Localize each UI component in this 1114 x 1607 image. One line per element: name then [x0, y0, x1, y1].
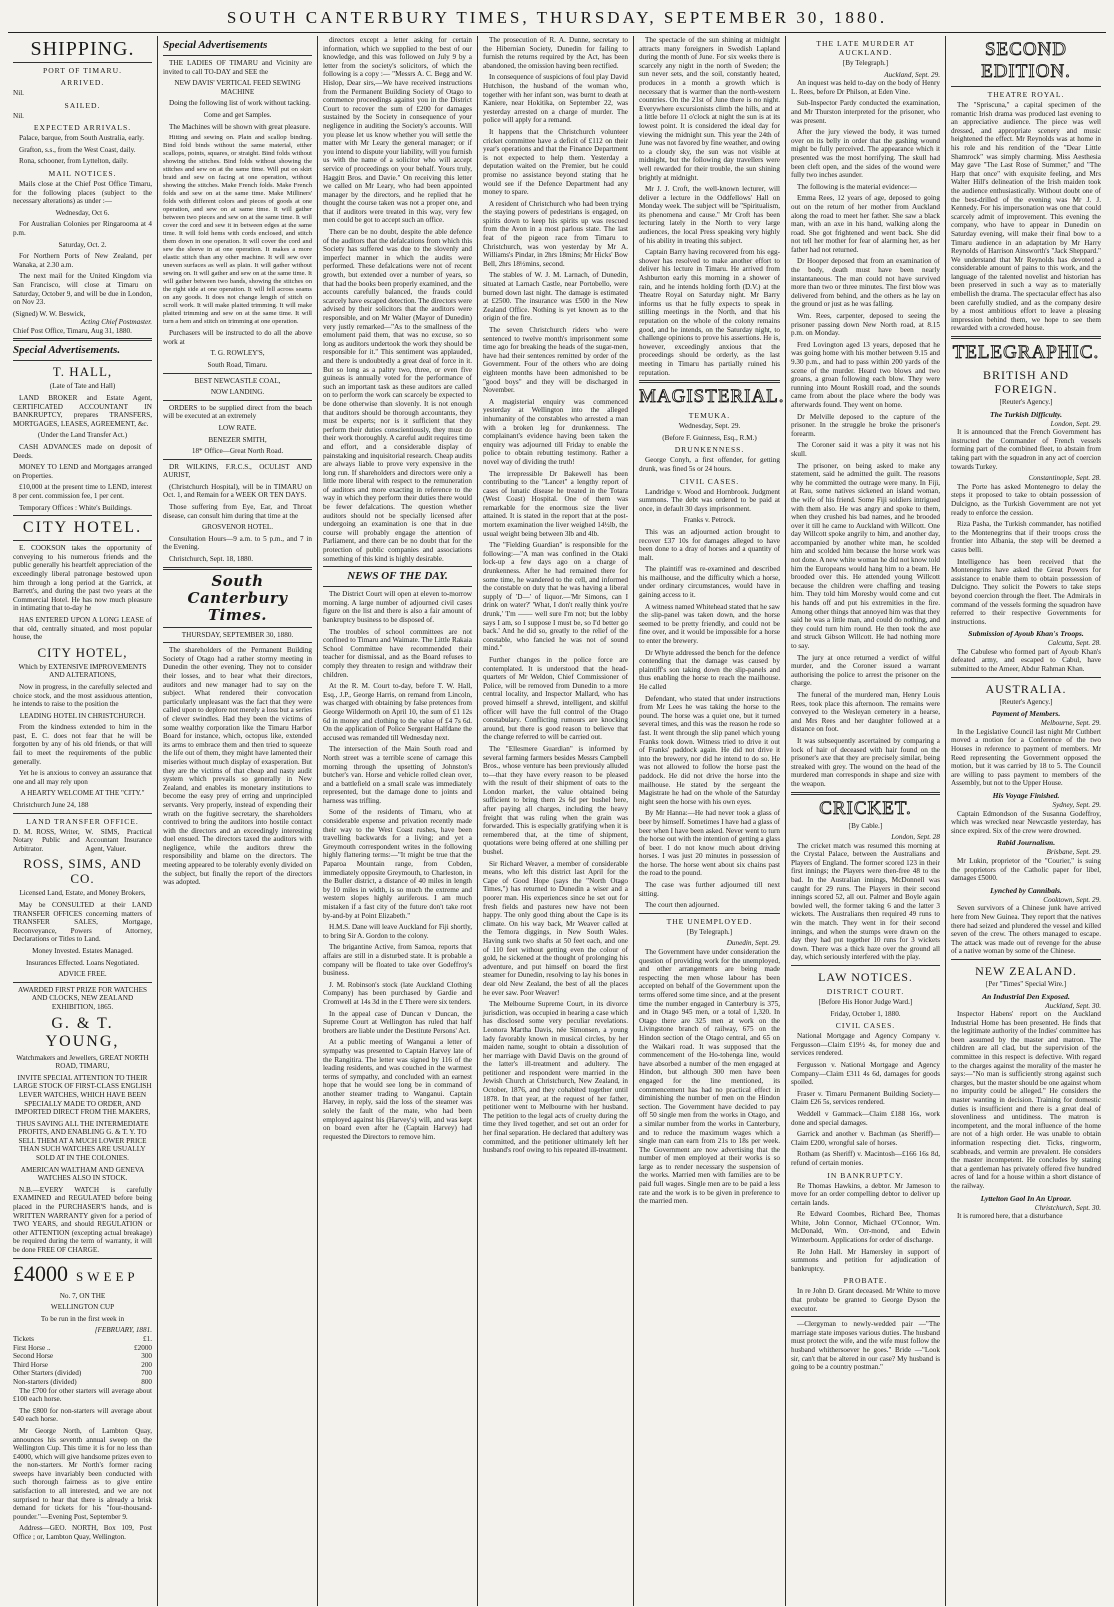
masthead: SOUTH CANTERBURY TIMES, THURSDAY, SEPTEMBER 30, 1880. — [8, 6, 1106, 33]
clergy-joke: —Clergyman to newly-wedded pair —"The marriage state imposes various duties. The husband must protect the wife, and the wife must follow the husband whithersoever he goes." Bride —"Look sir, can't that be altered in our case? My husband is going to be a country postman." — [791, 1320, 940, 1372]
murder-by: [By Telegraph.] — [842, 59, 889, 67]
law-case: National Mortgage and Agency Company v. Fergusson—Claim £19½ 4s, for money due and services rendered. — [791, 1032, 940, 1058]
hall-ad-text: MONEY TO LEND and Mortgages arranged on Properties. — [13, 463, 152, 480]
wilkins-text: Christchurch, Sept. 18, 1880. — [169, 555, 254, 564]
column-7 — [946, 36, 1106, 1606]
shipping-title: SHIPPING. — [13, 38, 152, 63]
magisterial-before: (Before F. Guinness, Esq., R.M.) — [662, 433, 757, 442]
ross-text: ADVICE FREE. — [58, 970, 107, 979]
telegram-text: In the Legislative Council last night Mr Cuthbert moved a motion for a Conference of the two Houses in reference to payment of members. Mr Reed representing the Government opposed the motion, but it was carried by 18 to 5. The Council are willing to pass payment to members of the Assembly, but not to the Upper House. — [951, 727, 1101, 788]
murder-text: The jury at once returned a verdict of wilful murder, and the Coroner issued a warrant authorising the police to arrest the prisoner on the charge. — [791, 653, 940, 688]
award-text: AWARDED FIRST PRIZE FOR WATCHES AND CLOCKS, NEW ZEALAND EXHIBITION, 1865. — [18, 985, 147, 1011]
sweep-text: Mr George North, of Lambton Quay, announces his seventh annual sweep on the Wellington Cup. This time it is for no less than £4000, which will give handsome prizes even to the non-starters. Mr North's former racing sweeps have invariably been conducted with such thorough fairness as to give entire satisfaction to all interested, and we are not surprised to hear that there is already a brisk demand for tickets for his "four-thousand-pounder."—Evening Post, September 9. — [13, 1426, 152, 1521]
murder-text: Fred Lovington aged 13 years, deposed that he was going home with his mother between 9.15 and 9.30 p.m., and had to pass within 200 yards of the scene of the murder. Heard two blows and two groans, a groan following each blow. They were running into Mount Roskill road, and the sounds came from about the place where the body was afterwards found. They went on home. — [791, 340, 940, 409]
editorial-text: There can be no doubt, despite the able defence of the auditors that the defalcations from which this Society has suffered was due to the slovenly and imperfect manner in which the audits were performed. These defalcations were not of recent growth, but extended over a number of years, so that had the books been properly examined, and the accounts carefully balanced, the frauds could scarcely have escaped detection. The directors were advised by their solicitors that the auditors were responsible, and on Mr Walter (Mayor of Dunedin) very justly remarked—"As to the smallness of the emolument paid them, that was no excuse, so so long as auditors undertook the work they should be responsible for it." This sentiment was applauded, and there is undoubtedly a great deal of force in it. But so long as a paltry two, three, or even five guineas is annually voted for the performance of such an important task as these auditors are called on to perform the work can scarcely be expected to be done otherwise than slovenly. It is not enough that auditors should be thorough accountants, they must be experts; nor is it sufficient that they perform their duties conscientiously, they must do their work thoroughly. A careful audit requires time and effort, and a considerable display of painstaking and inquisitorial research. Cheap audits are always liable to prove very expensive in the long run. If shareholders and directors were only a little more liberal with respect to the remuneration of auditors and more exacting in reference to the way in which they perform their duties there would be fewer defalcations. The question whether auditors should not be specially licensed after undergoing an examination is one that in due course will probably engage the attention of Parliament, and there can be no doubt that for the protection of public companies and associations something of this kind is highly desirable. — [323, 228, 472, 563]
port-heading: PORT OF TIMARU. — [42, 66, 123, 75]
unemployed-date: Dunedin, Sept. 29. — [726, 939, 780, 948]
murder-text: It was subsequently ascertained by comparing a lock of hair of deceased with hair found on the prisoner's axe that they are precisely similar, being streaked with grey. The wound on the head of the murdered man corresponds in shape and size with the weapon. — [791, 736, 940, 788]
ayoub-date: Calcutta, Sept. 28. — [1047, 639, 1101, 648]
land-left: D. M. ROSS, Writer, Notary Public and Arbitrator. — [13, 827, 80, 853]
reuter-agency: [Reuter's Agency.] — [999, 697, 1053, 706]
court-text: This was an adjourned action brought to recover £37 10s for damages alleged to have been done to a dray of horses and a quantity of malt. — [639, 527, 780, 562]
hall-sub: (Late of Tate and Hall) — [49, 382, 116, 391]
telegram-text: Mr Lukin, proprietor of the "Courier," is suing the proprietors of the Catholic paper for libel, damages £5000. — [951, 856, 1101, 883]
news-item: J. M. Robinson's stock (late Auckland Clothing Company) has been purchased by Gardie and Cromwell at 14s 3d in the £ There were six tenders. — [323, 980, 472, 1006]
young-title: G. & T. YOUNG, — [45, 1014, 120, 1050]
telegram-text: Intelligence has been received that the Montenegrins have asked the Great Powers for assistance to enable them to obtain possession of Dulcigno. They solicit the Powers to take steps beyond coercion through the fleet. The Admirals in command of the vessels forming the squadron have referred to their respective Governments for instructions. — [951, 557, 1101, 626]
sailed-value: Nil. — [13, 111, 24, 120]
murder-text: Dr Hooper deposed that from an examination of the body, death must have been nearly instantaneous. The man could not have survived more than two or three minutes. The first blow was delivered from behind, and the others as he lay on the ground or just as he was falling. — [791, 257, 940, 309]
news-item: In the appeal case of Duncan v Duncan, the Supreme Court at Wellington has ruled that half brothers are liable under the Destitute Persons' Act. — [323, 1009, 472, 1035]
murder-text: The prisoner, on being asked to make any statement, said he admitted the guilt. The reasons why he committed the outrage were many. In Fiji, at Rau, some natives sickened an island woman, the wife of his friend. Some Fiji soldiers intrigued with them also. He was angry and spoke to them, when they crushed his bad names, and he brooded over it till he came to Auckland with Willcott. One day Willcott spoke angrily to him, and another day, accompanied by another white man, he scolded him and scolded him because the horse work was not done. A new white woman he did not know told him the Europeans would hang him to a beam. He brooded over this. He attended young Willcott because the children were chaffing and teasing him. They told him Moresby would come and cut his hands off and put his extremities in the fire. Among other things that annoyed him was that they said he was a little man, and could do nothing, and they could turn him round. He then took the axe and struck Gibson Willcott. He had nothing more to say. — [791, 461, 940, 650]
ross-text: Licensed Land, Estate, and Money Brokers, — [19, 889, 146, 898]
murder-text: Wm. Rees, carpenter, deposed to seeing the prisoner passing down New North road, at 8.15 p.m. on Monday. — [791, 312, 940, 338]
news-item: The stables of W. J. M. Larnach, of Dunedin, situated at Larnach Castle, near Portobello, were burned down last night. The damage is estimated at £2500. The insurance was £500 in the New Zealand Office. Nothing is yet known as to the origin of the fire. — [483, 271, 628, 323]
murder-date: Auckland, Sept. 29. — [884, 70, 940, 79]
cricket-text: The cricket match was resumed this morning at the Crystal Palace, between the Australians and Players of England. The former scored 123 in their first innings; the Players were then-free 48 to the bad. In the Australian innings, McDonnell was caught for 29 runs. The Players in their second innings scored 52, all out. Palmer and Boyle again bowled well, the former taking 6 and the latter 3 wickets. The Australians then required 49 runs to win the match. They went in for their second innings, and when the stumps were drawn on the day they had put together 10 runs for 3 wickets down. There was a thick haze over the ground all day, which seriously interfered with the play. — [791, 841, 940, 962]
hall-ad-text: £10,000 at the present time to LEND, interest 8 per cent. commission fee, 1 per cent. — [13, 483, 152, 500]
cricket-by: [By Cable.] — [848, 821, 883, 830]
court-text: Landridge v. Wood and Hornbrook. Judgment summons. The debt was ordered to be paid at once, in default 30 days imprisonment. — [639, 487, 780, 513]
ross-text: Money Invested. Estates Managed. — [32, 946, 133, 955]
ross-text: Insurances Effected. Loans Negotiated. — [25, 958, 140, 967]
prize-list — [13, 1344, 152, 1387]
lynched-date: Cooktown, Sept. 29. — [1043, 895, 1101, 904]
tickets-label: Tickets — [13, 1334, 34, 1343]
city-hotel-text: A HEARTY WELCOME AT THE "CITY." — [20, 789, 145, 798]
coal-sub: NOW LANDING. — [210, 388, 265, 397]
law-case: Re Edward Coombes, Richard Bee, Thomas White, John Connor, Michael O'Connor, Wm. McDonald, Wm. Orr-mond, and Edwin Winterbourn. Applications for order of discharge. — [791, 1210, 940, 1245]
voyage-date: Sydney, Sept. 29. — [1052, 801, 1101, 809]
ayoub-heading: Submission of Ayoub Khan's Troops. — [968, 629, 1084, 639]
arrived-label: ARRIVED. — [60, 78, 105, 87]
prize-row: Other Starters (divided) 700 — [13, 1369, 152, 1378]
lynched-heading: Lynched by Cannibals. — [990, 885, 1062, 895]
news-item: Captain Barry having recovered from his egg-shower has resolved to make another effort to deliver his lecture in Timaru. He arrived from Ashburton early this morning in a shower of rain, and he intends holding forth (D.V.) at the Theatre Royal on Saturday night. Mr Barry informs us that he fully expects to speak in stilling meetings in the North, and that his reputation on the whole of the colony remains good, and he intends, on the Saturday night, to challenge opinions to prove his assertions. He is, however, exceedingly anxious that the proceedings should be orderly, as the last meeting in Timaru has partially ruined his reputation. — [639, 248, 780, 377]
news-item: The seven Christchurch riders who were sentenced to twelve month's imprisonment some time ago for breaking the heads of the sugar-men, have had their sentences remitted by order of the Government. Four of the others who are doing eighteen months have been admonished to be "good boys" and they will be discharged in November. — [483, 326, 628, 395]
young-text: N.B.—EVERY WATCH is carefully EXAMINED and REGULATED before being placed in the PURCHASER'S hands, and is WRITTEN WARRANTY given for a period of TWO YEARS, and should REGULATION or other ATTENTION (excepting actual breakage) be required during the term of warranty, it will be done FREE OF CHARGE. — [13, 1185, 152, 1254]
turkish-date: London, Sept. 29. — [1050, 419, 1101, 428]
column-5 — [634, 36, 786, 1606]
news-item: The brigantine Active, from Samoa, reports that affairs are still in a disturbed state. It is probable a company will be floated to take over Godeffroy's business. — [323, 943, 472, 978]
australia-title: AUSTRALIA. — [985, 681, 1067, 696]
news-item: The intersection of the Main South road and North street was a terrible scene of carnage this morning through the upsetting of Johnston's butcher's van. Horse and vehicle rolled clean over, and a battlefield on a small scale was immediately represented, but the damage done to joints and harness was trifling. — [323, 745, 472, 805]
sweep-text: To be run in the first week in — [40, 1314, 125, 1323]
mail-day: Saturday, Oct. 2. — [58, 240, 107, 249]
sweep-word: SWEEP — [76, 1268, 139, 1284]
sweep-text: The £700 for other starters will average about £100 each horse. — [13, 1386, 152, 1404]
news-item: Some of the residents of Timaru, who at considerable expense and privation recently made their way to the West Coast rushes, have been travelling backwards for a living; and yet a Greymouth correspondent writes in the following highly flattering terms:—"It might be true that the Paparoa Mountain range, from Cobden, immediately opposite Greymouth, to Charleston, in the Buller district, a distance of 40 miles in length by 10 miles in width, is so much the extreme and western slopes highly auriferous. I am much mistaken if a fast city of the future don't take root by-and-by at Point Elizabeth." — [323, 808, 472, 920]
murder-text: The Coroner said it was a pity it was not his skull. — [791, 441, 940, 458]
city-hotel-title: CITY HOTEL. — [22, 519, 143, 537]
news-item: Mr J. J. Croft, the well-known lecturer, will deliver a lecture in the Oddfellows' Hall on Monday week. The subject will be "Spiritualism, its phenomena and cause." Mr Croft has been lecturing lately in the North to very large audiences, the local Press speaking very highly of his ability in treating this subject. — [639, 185, 780, 245]
news-item: The irrepressible Dr Bakewell has been contributing to the "Lancet" a lengthy report of cases of lunatic disease he treated in the Totara (West Coast) Hospital. One of them was remarkable for the enormous size the liver attained. It is stated in the report that at the post-mortem examination the liver weighed 14½lb, the usual weight being between 3lb and 4lb. — [483, 469, 628, 538]
news-item: At the R. M. Court to-day, before T. W. Hall, Esq., J.P., George Harris, on remand from Lincoln, was charged with obtaining by false pretences from George Wildermoth on April 10, the sum of £1 12s 6d in money and clothing to the value of £4 7s 6d. On the application of Police Sergeant Halfdane the accused was remanded till Wednesday next. — [323, 682, 472, 742]
murder-text: The funeral of the murdered man, Henry Louis Rees, took place this afternoon. The remains were conveyed to the Wesleyan cemetery in a hearse, and Mrs Rees and her daughter followed at a distance on foot. — [791, 690, 940, 734]
editorial-text: The shareholders of the Permanent Building Society of Otago had a rather stormy meeting in Dunedin the other evening. They not to consider their losses, and to hear what their directors, auditors and new manager had to say on the subject. What rendered their convocation particularly unpleasant was the fact that they were called upon to deplore not merely a loss but a series of clever swindles. Had they been the victims of some wealthy corporation like the Timaru Harbor Board for instance, which, octopus like, extended its arms to embrace them and then tried to squeeze the life out of them, they might have lamented their miseries without much display of exasperation. But they are the victims of that cheap and nasty audit system which prevails so generally in New Zealand, and enables its monetary institutions to become the easy prey of erring and unprincipled servants. Very properly, instead of expending their wrath on the fugitive secretary, the shareholders contrived to bring the auditors into hostile contact with the directors and an exceedingly interesting duel ensued. The directors taxed the auditors with negligence, while the auditors threw the responsibility and blame on the directors. The meeting appeared to be tolerably evenly divided on the subject, but finally the report of the directors was adopted. — [163, 646, 312, 887]
uproar-date: Christchurch, Sept. 30. — [1034, 1203, 1101, 1212]
machine-text: South Road, Timaru. — [207, 360, 268, 369]
telegram-text: It is rumored here, that a disturbance — [957, 1212, 1063, 1221]
hall-ad-text: Temporary Offices : White's Buildings. — [19, 503, 132, 512]
city-hotel-text: E. COOKSON takes the opportunity of conveying to his numerous friends and the public generally his heartfelt appreciation of the exceedingly liberal patronage bestowed upon him through a long period at the Garrick, at Barrett's, and during the past two years at the Commercial Hotel. He has now much pleasure in intimating that to-day he — [13, 544, 152, 613]
law-case: Re John Hall. Mr Hamersley in support of summons and petition for adjudication of bankruptcy. — [791, 1247, 940, 1273]
telegram-text: The Cabulese who formed part of Ayoub Khan's defeated army, and escaped to Cabul, have submitted to the Ameer, Abdur Rahman Khan. — [951, 647, 1101, 674]
arrived-value: Nil. — [13, 89, 24, 97]
machine-text: T. G. ROWLEY'S, — [210, 349, 265, 358]
telegram-text: Riza Pasha, the Turkish commander, has notified to the Montenegrins that if their troops cross the frontier into Albania, the step will be deemed a casus belli. — [951, 520, 1101, 554]
sweep-text: The £800 for non-starters will average about £40 each horse. — [13, 1406, 152, 1424]
court-text: The plaintiff was re-examined and described his mailhouse, and the difficulty which a horse, under ordinary circumstances, would have in gaining access to it. — [639, 565, 780, 600]
court-text: Franks v. Petrock. — [683, 516, 736, 525]
uproar-heading: Lyttelton Gaol In An Uproar. — [980, 1193, 1072, 1203]
news-item: The "Ellesmere Guardian" is informed by several farming farmers besides Messrs Campbell Bros., whose venture has been previously alluded to—that they have every reason to be pleased with the result of their shipment of oats to the London market, the value obtained being sufficient to bring them 2s 6d per bushel here, after paying all charges, including the heavy freight that was ruling when the grain was forwarded. This is especially gratifying when it is remembered that, at the time of shipment, quotations were being offered at one shilling per bushel. — [483, 744, 628, 857]
news-title: NEWS OF THE DAY. — [347, 570, 448, 583]
telegram-text: The Porte has asked Montenegro to delay the steps it proposed to take to obtain possession of Dulcigno, as the Turkish Government are not yet ready to enforce the cession. — [951, 482, 1101, 517]
nz-by: [Per "Times" Special Wire.] — [985, 979, 1067, 988]
signed-office: Chief Post Office, Timaru, Aug 31, 1880. — [13, 326, 132, 335]
paper-title: South Canterbury Times. — [187, 571, 288, 624]
law-case: Fraser v. Timaru Permanent Building Society—Claim £26 5s, services rendered. — [791, 1089, 940, 1107]
prize-row: Non-starters (divided) 800 — [13, 1377, 152, 1386]
news-item: Sir Richard Weaver, a member of considerable means, who left this district last April for the Cape of Good Hope (says the "North Otago Times,") has returned to Dunedin a wiser and a poorer man. His experiences since he set out for fresh fields and pastures new have not been happy. The only good thing about the Cape is its climate. On his way back, Mr Weaver called at the Temora diggings, in New South Wales. Having sunk two shafts at 50 feet each, and one of 110 feet without getting even the colour of gold, he sickened at the thought of prolonging his adventure, and put himself on board the first steamer for Dunedin, resolving to lay his bones in dear old New Zealand, the best of all the places he ever saw. Poor Weaver! — [483, 859, 628, 997]
land-right: W. SIMS, Practical Accountant Insurance Agent, Valuer. — [85, 827, 152, 853]
law-civil: CIVIL CASES. — [835, 1021, 896, 1031]
telegram-text: Inspector Habens' report on the Auckland Industrial Home has been presented. He finds that the legitimate authority of the Indies' committee has been assumed by the master and matron. The children are all clad, but the supervision of the committee in this respect is defective. With regard to the charges against the morality of the master he says:—"No man is sufficiently strong against such charges, but the master should be one against whom no impurity could be alleged." He considers the master wanting in decision. Training for domestic duties is insufficient and there is a great deal of slovenliness and untidiness. The matron is incompetent, and the moral influence of the home are not of a high order. He was unable to obtain information respecting diet. Ticks, ringworm, scabheads, and vermin are prevalent. He considers the master incompetent. He concludes by stating that a gentleman has privately offered five hundred acres of land for a house within a short distance of the railway. — [951, 1010, 1101, 1190]
hall-name: T. HALL, — [52, 364, 113, 380]
prize-row: Second Horse 300 — [13, 1352, 152, 1361]
murder-title: THE LATE MURDER AT AUCKLAND. — [816, 39, 915, 57]
const-date: Constantinople, Sept. 28. — [1028, 474, 1101, 483]
hall-ad-text: LAND BROKER and Estate Agent, CERTIFICATED ACCOUNTANT IN BANKRUPTCY, prepares TRANSFERS, MORTGAGES, LEASES, AGREEMENT, &c. — [13, 394, 152, 428]
murder-text: Sub-Inspector Pardy conducted the examination, and Mr Thurston interpreted for the prisoner, who was present. — [791, 99, 940, 125]
city-hotel-text: Which by EXTENSIVE IMPROVEMENTS AND ALTERATIONS, — [18, 662, 147, 680]
signed-title: Acting Chief Postmaster. — [80, 318, 152, 327]
young-text: AMERICAN WALTHAM AND GENEVA WATCHES ALSO IN STOCK. — [20, 1165, 145, 1183]
column-4 — [478, 36, 634, 1606]
orders-text: BENEZER SMITH, — [208, 435, 267, 444]
ross-sims-title: ROSS, SIMS, AND CO. — [23, 856, 142, 887]
prize-row: Third Horse 200 — [13, 1360, 152, 1369]
young-text: THUS SAVING ALL THE INTERMEDIATE PROFITS, AND ENABLING G. & T. Y. TO SELL THEM AT A MUCH LOWER PRICE THAN SUCH WATCHES ARE USUALLY SOLD AT IN THE COLONIES. — [16, 1119, 149, 1163]
theatre-heading: THEATRE ROYAL. — [987, 90, 1065, 99]
members-heading: Payment of Members. — [991, 709, 1061, 719]
den-heading: An Industrial Den Exposed. — [982, 991, 1070, 1001]
machine-text: Doing the following list of work without tacking. — [169, 99, 311, 108]
news-item: The District Court will open at eleven to-morrow morning. A large number of adjourned civil cases figure on the list and there is also a fair amount of bankruptcy business to be disposed of. — [323, 590, 472, 624]
law-title: LAW NOTICES. — [818, 970, 913, 984]
column-3 — [318, 36, 478, 1606]
expected-arrival: Grafton, s.s., from the West Coast, daily. — [19, 145, 136, 154]
special-ads-title: Special Advertisements. — [13, 344, 121, 357]
expected-arrival: Palace, barque, from South Australia, early. — [19, 134, 145, 143]
mail-notice: For Northern Ports of New Zealand, per Wanaka, at 2.30 a.m. — [13, 252, 152, 269]
reuter-agency: [Reuter's Agency.] — [999, 398, 1053, 407]
drunkenness-heading: DRUNKENNESS. — [674, 445, 745, 455]
city-hotel-text: HAS ENTERED UPON A LONG LEASE of that old, centrally situated, and most popular house, the — [13, 615, 152, 642]
city-hotel-subtitle: CITY HOTEL, — [37, 644, 128, 660]
law-case: Garrick and another v. Bachman (as Sheriff)—Claim £200, wrongful sale of horses. — [791, 1130, 940, 1147]
machine-text: Purchasers will be instructed to do all the above work at — [163, 329, 312, 346]
sweep-text: [FEBRUARY, 1881. — [94, 1326, 152, 1335]
news-item: A resident of Christchurch who had been trying the staying powers of pedestrians is engaged, on spirits down to keep his spirits up was rescued from the Avon in a most parlous state. The last feat of the pigeon race from Timaru to Christchurch, was won yesterday by Mr A. Williams's Pindar, in 2hrs 18mins; Mr Hicks' Bow Bell, 2hrs 18½mins, second. — [483, 199, 628, 268]
murder-text: After the jury viewed the body, it was turned over on its belly in order that the gashing wound might be fully perceived. The appearance which it presented was the most horrifying. The skull had been cleft open, and the sides of the wound were fully two inches asunder. — [791, 128, 940, 180]
column-6 — [786, 36, 946, 1606]
mail-notice: Mails close at the Chief Post Office Timaru, for the following places (subject to the necessary alterations) as under :— — [13, 179, 152, 206]
murder-text: Emma Rees, 12 years of age, deposed to going out on the return of her mother from Auckland along the road to meet her father. She saw a black man, with an axe in his hand, walking along the road. She got frightened and went back. She did not tell her mother for fear of alarming her, as her father had not returned. — [791, 194, 940, 254]
court-text: The court then adjourned. — [645, 901, 720, 910]
tickets-price: £1. — [143, 1334, 152, 1343]
city-hotel-date: Christchurch June 24, 188 — [13, 801, 89, 810]
news-item: H.M.S. Dane will leave Auckland for Fiji shortly, to bring Sir A. Gordon to the colony. — [323, 923, 472, 940]
wilkins-text: Those suffering from Eye, Ear, and Throat disease, can consult him during that time at the — [163, 503, 312, 520]
civil-heading: CIVIL CASES. — [679, 476, 740, 486]
coal-title: BEST NEWCASTLE COAL, — [194, 376, 281, 385]
prize-row: First Horse .. £2000 — [13, 1343, 152, 1352]
telegraphic-title: TELEGRAPHIC. — [952, 342, 1100, 364]
court-text: A witness named Whitehead stated that he saw the slip-panel was taken down, and the horse seemed to be pretty friendly, and could not be fine over, and it would be impossible for a horse to enter the brewery. — [639, 602, 780, 646]
den-date: Auckland, Sept. 30. — [1045, 1001, 1101, 1010]
murder-text: Dr Melville deposed to the capture of the prisoner. In the struggle he broke the prisoner's forearm. — [791, 412, 940, 438]
probate-heading: PROBATE. — [843, 1276, 888, 1286]
sweep-text: WELLINGTON CUP — [50, 1303, 115, 1312]
special-ads-title: Special Advertisements — [163, 39, 268, 51]
telegraphic-sub: BRITISH AND FOREIGN. — [982, 368, 1069, 397]
unemployed-by: [By Telegraph.] — [686, 927, 733, 936]
news-item: Further changes in the police force are contemplated. It is understood that the head-quarters of Mr Weldon, Chief Commissioner of Police, will be removed from Dunedin to a more central locality, and Inspector Mallard, who has proved himself a shrewd, intelligent, and skilful officer will have the full control of the Otago constabulary. Conflicting rumours are knocking around, but there is good reason to believe that the change referred to will be carried out. — [483, 655, 628, 742]
second-edition-title: SECOND EDITION. — [981, 39, 1071, 82]
orders-text: LOW RATE. — [218, 423, 257, 432]
news-item: At a public meeting of Wanganui a letter of sympathy was presented to Captain Harvey late of the Rangitira. The letter was signed by 116 of the leading residents, and was couched in the warmest terms of sympathy, and concluded with an earnest hope that he would see long be in command of another steamer trading to Wanganui. Captain Harvey, in reply, said the loss of the steamer was solely the fault of the mate, who had been employed against his (Harvey's) will, and was kept on board even after he (Captain Harvey) had requested the Directors to remove him. — [323, 1038, 472, 1141]
law-case: Re Thomas Hawkins, a debtor. Mr Jameson to move for an order compelling debtor to deliver up certain lands. — [791, 1181, 940, 1207]
murder-text: The following is the material evidence:— — [797, 182, 917, 191]
news-item: The troubles of school committees are not confined to Timaru and Waimate. The Little Rakaia School Committee have recommended their teacher for dismissal, and as the Board refuses to comply they threaten to resign and withdraw their children. — [323, 627, 472, 679]
murder-text: An inquest was held to-day on the body of Henry L. Rees, before Dr Philson, at Eden Vine. — [791, 79, 940, 96]
editorial-text: directors except a letter asking for certain information, which we supplied to the best of our knowledge, and this was followed on July 9 by a letter from the society's solicitors, of which the following is a copy :— "Messrs A. C. Begg and W. Hislop, Dear sirs,—We have received instructions from the Permanent Building Society of Otago to commence proceedings against you in the District Court to recover the sum of £200 for damages sustained by the Society in consequence of your negligence in auditing the Society's accounts. Will you please let us know whether you will settle the matter with Mr Leary the general manager; or if you intend to dispute your liability, will you furnish us with the name of a solicitor who will accept service of proceedings on your behalf. Yours truly, Haggitt Bros. and Davie." On receiving this letter we called on Mr Leary, who had been appointed manager by the directors, and he replied that he thought the course taken was not a proper one, and that if auditors were treated in this way, very few men could be got to accept such an office. — [323, 36, 472, 225]
court-text: The case was further adjourned till next sitting. — [639, 881, 780, 898]
hall-ad-text: CASH ADVANCES made on deposit of Deeds. — [13, 443, 152, 460]
young-text: INVITE SPECIAL ATTENTION TO THEIR LARGE STOCK OF FIRST-CLASS ENGLISH LEVER WATCHES, WHICH HAVE BEEN SPECIALLY MADE TO ORDER, AND IMPORTED DIRECT FROM THE MAKERS, — [13, 1073, 152, 1117]
orders-text: 18* Office—Great North Road. — [191, 447, 284, 456]
court-text: Defendant, who stated that under instructions from Mr Lees he was taking the horse to the pound. The horse was a quiet one, but it turned several times, and this was the reason he rode so fast. It went through the slip panel which young Franks took down. Witness tried to drive it out of Franks' paddock again. He did not drive it into the brewery, nor did he intend to do so. He was not allowed to follow the horse past the paddock. He did not drive the horse into the mailhouse. He stated by the sergeant the Magistrate he had on the whole of the Saturday night seen the horse with his own eyes. — [639, 694, 780, 806]
magisterial-date: Wednesday, Sept. 29. — [678, 422, 741, 431]
mail-day: Wednesday, Oct 6. — [55, 208, 110, 217]
law-case: Fergusson v. National Mortgage and Agency Company—Claim £311 4s 6d, damages for goods spoiled. — [791, 1060, 940, 1087]
expected-label: EXPECTED ARRIVALS. — [33, 123, 132, 133]
law-date: Friday, October 1, 1880. — [830, 1009, 901, 1018]
news-item: The spectacle of the sun shining at midnight attracts many foreigners in Swedish Lapland during the month of June. For six weeks there is scarcely any night in the north of Sweden; the sun never sets, and the soil, constantly heated, produces in a month a growth which is necessary that is warmer than the north-western countries. On the 21st of June there is no night. Everywhere excursionists climb the hills, and at a little before 11 o'clock at night the sun is at its lowest point. It is considered the ideal day for viewing the midnight sun. This year the 24th of June was not favored by fine weather, and owing to a cloudy sky, the sun was not visible at midnight, but the following day travellers were well rewarded for their trouble, the sun shining brightly at midnight. — [639, 36, 780, 182]
nz-title: NEW ZEALAND. — [975, 963, 1077, 978]
members-date: Melbourne, Sept. 29. — [1040, 719, 1101, 728]
city-hotel-text: Yet he is anxious to convey an assurance that one and all may rely upon — [13, 769, 152, 786]
cricket-date: London, Sept. 28 — [891, 833, 940, 842]
mail-heading: MAIL NOTICES. — [48, 168, 117, 178]
news-item: It happens that the Christchurch volunteer cricket committee have a deficit of £112 on their year's operations and that the Finance Department is not expected to help them. Yesterday a deputation waited on the Premier, but he could promise no assistance beyond stating that he would see if the Defence Department had any money to spare. — [483, 127, 628, 197]
cricket-title: CRICKET. — [819, 797, 912, 819]
sweep-text: No. 7, ON THE — [59, 1291, 106, 1300]
news-item: The "Fielding Guardian" is responsible for the following:—"A man was confined in the Otaki lock-up a few days ago on a charge of drunkenness. After he had remained there for some time, he wandered to the cell, and informed the constable on duty that he was having a liberal supply of 'D—' of liquor.—'Mr Simons, can I drink on water?' 'What, I don't really think you're drunk,' 'I'm —— well sure I'm not; but the lobby says I am, so I suppose I must be, so I'd better go back.' And he did so, greatly to the relief of the constable, who fancied he was not of sound mind." — [483, 541, 628, 653]
ladies-text: THE LADIES OF TIMARU and Vicinity are invited to call TO-DAY and SEE the — [163, 59, 312, 76]
machine-text: Come and get Samples. — [203, 110, 272, 119]
news-item: In consequence of suspicions of foul play David Hutchison, the husband of the woman who, together with her infant son, was burnt to death at Kaniere, near Hokitika, on September 22, was yesterday arrested on a charge of murder. The police will apply for a remand. — [483, 73, 628, 125]
news-item: The Melbourne Supreme Court, in its divorce jurisdiction, was occupied in hearing a case which has disclosed some very peculiar revelations. Leonora Martha Davis, née Simonsen, a young lady favorably known in musical circles, by her maiden name, sought to obtain a dissolution of her marriage with David Davis on the ground of the latter's ill-treatment and adultery. The petitioner and respondent were married in the Jewish Church at Christchurch, New Zealand, in October, 1876, and they cohabited together until 1878. In that year, at the request of her father, petitioner went to Melbourne with her husband. The petition to the legal acts of cruelty during the time they lived together, and set out an order for her final separation. He declared that adultery was committed, and the petitioner ultimately left her husband's roof owing to his repeated ill-treatment. — [483, 1000, 628, 1155]
land-transfer-title: LAND TRANSFER OFFICE. — [26, 816, 139, 826]
news-item: A magisterial enquiry was commenced yesterday at Wellington into the alleged inhumanity of the constables who arrested a man with a broken leg for drunkenness. The complainant's evidence having been taken the enquiry was adjourned till Friday to enable the police to obtain rebutting testimony. Rather a novel way of dividing the truth! — [483, 397, 628, 466]
law-case: Rotham (as Sheriff) v. Macintosh—£166 16s 8d, refund of certain monies. — [791, 1150, 940, 1167]
city-hotel-text: From the kindness extended to him in the past, E. C. does not fear that he will be forgotten by any of his old friends, or that will fail to meet the requirements of the public generally. — [13, 723, 152, 766]
sweep-amount: £4000 — [13, 1260, 68, 1286]
bankruptcy-heading: IN BANKRUPTCY. — [827, 1170, 904, 1180]
law-case: In re John D. Grant deceased. Mr White to move that probate be granted to George Dyson the executor. — [791, 1287, 940, 1313]
wilkins-text: DR WILKINS, F.R.C.S., OCULIST AND AURIST, — [163, 462, 312, 480]
hall-ad-text: (Under the Land Transfer Act.) — [37, 431, 128, 440]
unemployed-text: The Government have under consideration the question of providing work for the unemployed, and other arrangements are being made respecting the men whose labour has been accepted on behalf of the Government upon the terms offered some time since, and at the present time the number engaged in Canterbury is 375, and in Otago 945 men, or a total of 1,320. In Otago there are 325 men at work on the Livingstone branch of railway, 675 on the Hindon section of the Otago central, and 65 on the Waikari road. It was supposed that the commencement of the Ho-tohenga line, would have absorbed a number of the men engaged at Hindon, but although 300 men have been engaged for the line mentioned, its commencement has had no practical effect in diminishing the number of men on the Hindon section. The Government have decided to pay off 50 single men from the works in Otago, and a similar number from the works in Canterbury, and to reduce the maximum wages which a single man can earn from 21s to 18s per week. The Government are now advertising that the number of men employed at their works is so large as to render necessary the suspension of the works. Married men with families are to be paid full wages. Single men are to be paid a less rate and the work is to be given in preference to the married men. — [639, 948, 780, 1206]
city-hotel-text: Now in progress, in the carefully selected and choice stock, and the most assiduous attention, he intends to raise to the position the — [13, 682, 152, 709]
court-text: Dr Whyte addressed the bench for the defence contending that the damage was caused by plaintiff's son taking down the slip-panels and thus enabling the horse to reach the mailhouse. He called — [639, 648, 780, 691]
telegram-text: Seven survivors of a Chinese junk have arrived here from New Guinea. They report that the natives there had seized and plundered the vessel and killed seven of the crew. The others managed to escape. The attack was made out of revenge for the abuse of a native woman by some of the Chinese. — [951, 904, 1101, 956]
wilkins-text: GROSVENOR HOTEL. — [201, 523, 274, 532]
mail-notice: The next mail for the United Kingdom via San Francisco, will close at Timaru on Saturday, October 9, and will be due in London, on Nov 23. — [13, 272, 152, 307]
machine-title: NEW DAVIS' VERTICAL FEED SEWING MACHINE — [174, 79, 301, 96]
orders-text: ORDERS to be supplied direct from the beach will be executed at an extremely — [163, 403, 312, 421]
wilkins-text: Consultation Hours—9 a.m. to 5 p.m., and 7 in the Evening. — [163, 534, 312, 552]
law-before: [Before His Honor Judge Ward.] — [818, 998, 913, 1006]
expected-arrival: Rona, schooner, from Lyttelton, daily. — [19, 157, 129, 166]
rabid-date: Brisbane, Sept. 29. — [1046, 848, 1101, 857]
tickets-row — [13, 1335, 152, 1344]
voyage-heading: His Voyage Finished. — [992, 791, 1060, 800]
paper-date: THURSDAY, SEPTEMBER 30, 1880. — [181, 630, 294, 639]
magisterial-title: MAGISTERIAL. — [639, 386, 785, 408]
telegram-text: It is announced that the French Government has instructed the Commander of French vessels forming part of the combined fleet, to abstain from taking part with the squadron in any act of coercion towards Turkey. — [951, 428, 1101, 471]
telegram-text: Captain Edmondson of the Susanna Godeffroy, which was wrecked near Newcastle yesterday, has since expired. Six of the crew were drowned. — [951, 809, 1101, 835]
unemployed-title: THE UNEMPLOYED. — [666, 916, 753, 926]
column-2 — [158, 36, 318, 1606]
court-text: By Mr Hanna:—He had never took a glass of beer by himself. Sometimes I have had a glass of beer when I have been asked. Never went to turn the horse out with the intention of getting a glass of beer. I do not know much about driving horses. I was just 20 minutes in possession of the horse. The horse went about six chains past the road to the pound. — [639, 809, 780, 878]
columns — [8, 36, 1106, 1606]
sweep-header — [13, 1262, 152, 1289]
theatre-text: The "Spriscuna," a capital specimen of the romantic Irish drama was produced last evening to an appreciative audience. The piece was well dressed, and appropriate scenery and music heightened the effect. Mr Reynolds was at home in his role and his rendition of the "Dear Little Shamrock" was simply charming. Miss Aesthesia May gave "The Last Rose of Summer," and "The Harp that once" with exquisite feeling, and Mrs Walter Hill's delineation of the Irish maiden took the audience enthusiastically. Without doubt one of the best-drilled of the evening was Mr J. J. Kennedy. For his impersonation was one that could scarcely admit of improvement. This evening the company, who have to appear in Dunedin on Saturday evening, will make their final bow to a Timaru audience in an adaptation by Mr Harry Reynolds of Harrison Ainsworth's "Jack Sheppard." We understand that Mr Reynolds has devoted a considerable amount of pains to this work, and the language of the talented novelist and historian has been preserved in such a way as to materially embellish the drama. The spectacular effect has also been carefully studied, and as the company desire by a most ambitious effort to leave a pleasing impression behind them, we hope to see them rewarded with a crowded house. — [951, 101, 1101, 333]
sweep-address: Address—GEO. NORTH, Box 109, Post Office ; or, Lambton Quay, Wellington. — [13, 1524, 152, 1542]
law-court: DISTRICT COURT. — [826, 987, 905, 996]
young-text: Watchmakers and Jewellers, GREAT NORTH ROAD, TIMARU, — [16, 1053, 149, 1071]
machine-text: The Machines will be shown with great pleasure. — [169, 122, 311, 131]
rabid-heading: Rabid Journalism. — [996, 838, 1056, 848]
machine-features: Hitting and sewing on. Plain and scallop binding. Bind fold binds without the same material, either scallops, points, squares, or straight. Bind folds without showing the stitches. Bind folds without showing the stitches and sew on at the same time. Will put on skirt braid and sew on facing at one operation, without showing the stitches. Make French folds. Make French folds and sew on at the same time. Make Milliners' folds with different colors and pieces of goods at one operation, and sew on at same time. It will gather between two pieces and sew on at the same time. It will cover the cord and sew it in between edges at the same time. It will fold hems with cords enclosed, and stitch them down in one operation. It will cover the cord and sew the sleeve in at one operation. It makes a more elastic stitch than any other machine. It will sew over uneven surfaces as well as plain. It will gather without sewing on. It will gather and sew on at the same time. It will gather between two bands, showing the stitches on the right side at one operation. It will fell across seams on any goods. It does not change length of stitch on scroll work. It will make plaited trimming. It will make plaited trimming and sew on at the same time. It will turn a hem and stitch on trimming at one operation. — [163, 134, 312, 326]
column-1 — [8, 36, 158, 1606]
sailed-label: SAILED. — [64, 100, 101, 110]
court-text: George Conyh, a first offender, for getting drunk, was fined 5s or 24 hours. — [639, 456, 780, 473]
wilkins-text: (Christchurch Hospital), will be in TIMARU on Oct. 1, and Remain for a WEEK OR TEN DAYS. — [163, 482, 312, 500]
mail-notice: For Australian Colonies per Ringarooma at 4 p.m. — [13, 220, 152, 237]
magisterial-place: TEMUKA. — [688, 411, 731, 421]
law-case: Weddell v Gammack—Claim £188 16s, work done and special damages. — [791, 1109, 940, 1127]
news-item: The prosecution of R. A. Dunne, secretary to the Hibernian Society, Dunedin for failing to furnish the returns required by the Act, has been abandoned, the omission having been rectified. — [483, 36, 628, 70]
ross-text: May be CONSULTED at their LAND TRANSFER OFFICES concerning matters of TRANSFER SALES, Mortgage, Reconveyance, Powers of Attorney, Declarations or Titles to Land. — [13, 901, 152, 944]
signed: (Signed) W. W. Beswick, — [13, 309, 86, 318]
city-hotel-text: LEADING HOTEL IN CHRISTCHURCH. — [19, 711, 146, 720]
turkish-heading: The Turkish Difficulty. — [989, 409, 1063, 419]
